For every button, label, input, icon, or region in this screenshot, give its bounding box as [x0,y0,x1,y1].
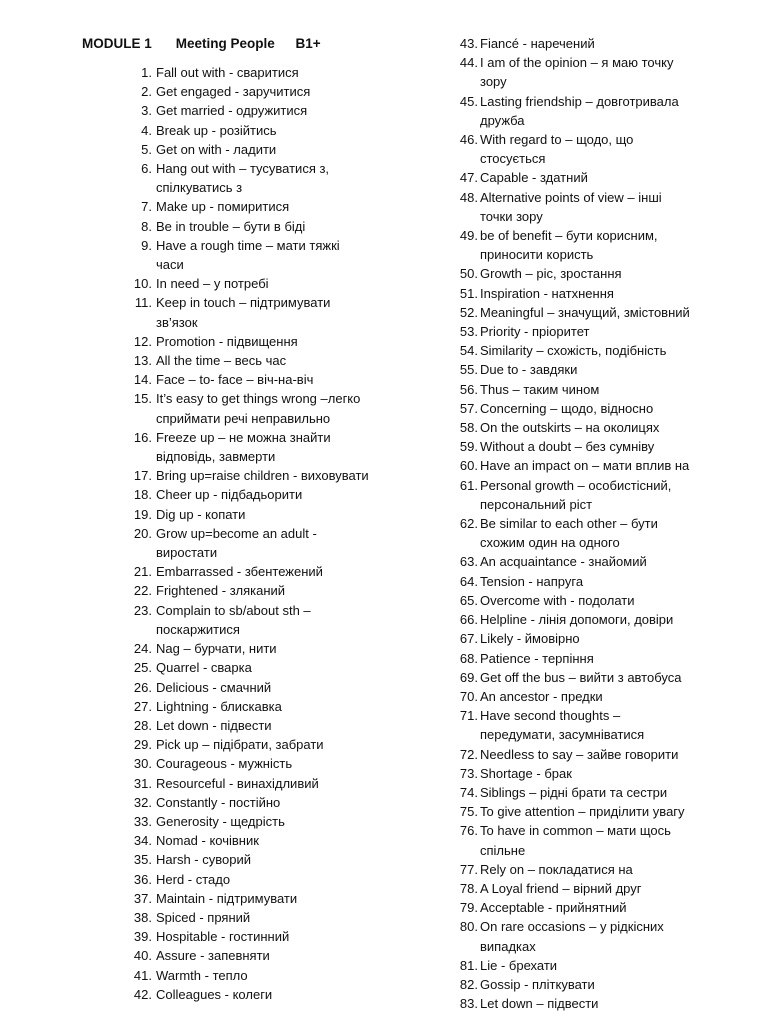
item-number: 44. [459,55,478,71]
item-number: 80. [459,919,478,935]
item-number: 38. [133,909,152,925]
item-number: 36. [133,871,152,887]
item-text-continued: точки зору [480,208,543,224]
page-header [82,36,321,51]
item-text: Thus – таким чином [480,381,600,397]
vocab-item [452,764,752,783]
vocab-item [130,601,430,639]
item-number: 37. [133,890,152,906]
item-number: 43. [459,36,478,51]
item-number: 21. [133,564,152,580]
item-text: Get on with - ладити [156,141,277,157]
vocab-item [130,140,430,159]
item-text: Frightened - зляканий [156,583,286,599]
vocab-item [452,821,752,859]
item-text: Similarity – схожість, подібність [480,343,667,359]
item-number: 55. [459,362,478,378]
vocab-item [452,917,752,955]
item-number: 16. [133,429,152,445]
item-text: Have a rough time – мати тяжкі [156,237,340,253]
item-text: Courageous - мужність [156,756,293,772]
item-text: Overcome with - подолати [480,592,635,608]
item-number: 27. [133,698,152,714]
item-text-continued: сприймати речі неправильно [156,410,331,426]
vocab-item [452,130,752,168]
item-number: 74. [459,784,478,800]
item-number: 3. [141,103,152,119]
item-text: Freeze up – не можна знайти [156,429,331,445]
item-text: Be similar to each other – бути [480,516,658,532]
vocab-item [130,850,430,869]
item-number: 59. [459,439,478,455]
item-text: Get off the bus – вийти з автобуса [480,669,682,685]
item-number: 8. [141,218,152,234]
item-number: 52. [459,304,478,320]
vocab-item [130,985,430,1004]
vocab-item [452,802,752,821]
item-number: 49. [459,228,478,244]
item-text-continued: часи [156,257,184,273]
item-text-continued: випадках [480,938,536,954]
vocab-item [452,226,752,264]
item-number: 47. [459,170,478,186]
item-text-continued: відповідь, завмерти [156,449,276,465]
vocab-item [452,380,752,399]
vocab-item [130,293,430,331]
vocab-item [452,188,752,226]
item-number: 67. [459,631,478,647]
item-text: It’s easy to get things wrong –легко [156,391,361,407]
item-number: 60. [459,458,478,474]
item-number: 64. [459,573,478,589]
item-text: To give attention – приділити увагу [480,804,685,820]
item-number: 7. [141,199,152,215]
item-number: 62. [459,516,478,532]
item-text: Have second thoughts – [480,708,621,724]
vocab-item [452,649,752,668]
item-text: Colleagues - колеги [156,986,273,1002]
item-text: Be in trouble – бути в біді [156,218,306,234]
vocab-item [452,572,752,591]
item-text: On rare occasions – у рідкісних [480,919,664,935]
item-text: Delicious - смачний [156,679,272,695]
item-text-continued: поскаржитися [156,621,240,637]
vocab-item [130,870,430,889]
item-text: Herd - стадо [156,871,231,887]
item-text-continued: схожим один на одного [480,535,620,551]
item-number: 18. [133,487,152,503]
item-text-continued: спілкуватись з [156,180,243,196]
item-text: I am of the opinion – я маю точку [480,55,674,71]
item-number: 57. [459,400,478,416]
vocab-item [452,668,752,687]
item-number: 63. [459,554,478,570]
vocab-item [130,217,430,236]
item-number: 5. [141,141,152,157]
item-text: Let down - підвести [156,717,272,733]
vocab-item [130,159,430,197]
item-text: be of benefit – бути корисним, [480,228,658,244]
vocab-item [130,966,430,985]
item-number: 24. [133,641,152,657]
vocab-item [452,898,752,917]
item-text: Resourceful - винахідливий [156,775,319,791]
module-label: MODULE 1 [82,36,152,51]
item-number: 2. [141,84,152,100]
item-number: 46. [459,132,478,148]
item-text: Tension - напруга [480,573,584,589]
item-text: Dig up - копати [156,506,246,522]
vocab-item [452,322,752,341]
vocab-item [130,927,430,946]
vocab-item [452,629,752,648]
item-text: Keep in touch – підтримувати [156,295,331,311]
item-text-continued: зв’язок [156,314,198,330]
item-text: Fiancé - наречений [480,36,595,51]
item-number: 30. [133,756,152,772]
vocab-item [130,735,430,754]
vocab-item [130,485,430,504]
vocab-item [452,341,752,360]
item-text-continued: персональний ріст [480,496,593,512]
vocab-item [130,428,430,466]
item-text: Patience - терпіння [480,650,594,666]
item-text-continued: дружба [480,112,525,128]
item-number: 34. [133,833,152,849]
item-number: 42. [133,986,152,1002]
item-number: 69. [459,669,478,685]
item-number: 10. [133,276,152,292]
item-number: 79. [459,900,478,916]
vocabulary-column-right [452,34,752,1013]
vocab-item [130,197,430,216]
item-text: Lie - брехати [480,957,558,973]
item-text: Siblings – рідні брати та сестри [480,784,668,800]
vocab-item [452,456,752,475]
item-number: 31. [133,775,152,791]
item-number: 72. [459,746,478,762]
item-text: Harsh - суворий [156,852,251,868]
vocab-item [452,591,752,610]
item-text: With regard to – щодо, що [480,132,634,148]
item-number: 20. [133,525,152,541]
item-number: 65. [459,592,478,608]
item-text: Priority - пріоритет [480,324,590,340]
vocab-item [130,658,430,677]
item-text: Without a doubt – без сумніву [480,439,655,455]
vocab-item [130,524,430,562]
topic-title: Meeting People [175,36,275,51]
vocab-item [452,92,752,130]
item-text: Shortage - брак [480,765,572,781]
item-number: 19. [133,506,152,522]
item-number: 66. [459,612,478,628]
item-number: 40. [133,948,152,964]
item-text: Gossip - пліткувати [480,976,595,992]
item-text: Growth – ріс, зростання [480,266,622,282]
vocab-item [452,284,752,303]
item-text: Inspiration - натхнення [480,285,614,301]
item-number: 61. [459,477,478,493]
item-text: Hang out with – тусуватися з, [156,161,330,177]
item-text: Assure - запевняти [156,948,270,964]
vocab-item [452,994,752,1013]
item-number: 39. [133,929,152,945]
item-text: Due to - завдяки [480,362,578,378]
vocab-item [130,101,430,120]
item-number: 48. [459,189,478,205]
item-number: 12. [133,333,152,349]
item-text: Rely on – покладатися на [480,861,633,877]
item-text: An acquaintance - знайомий [480,554,647,570]
vocabulary-column-left [130,63,430,1004]
item-text: To have in common – мати щось [480,823,671,839]
item-text: In need – у потребі [156,276,269,292]
item-number: 29. [133,737,152,753]
vocab-item [452,399,752,418]
vocab-item [130,82,430,101]
vocab-item [130,716,430,735]
item-text: All the time – весь час [156,353,287,369]
vocab-item [452,956,752,975]
item-number: 82. [459,976,478,992]
item-number: 76. [459,823,478,839]
item-number: 71. [459,708,478,724]
item-text: Have an impact on – мати вплив на [480,458,690,474]
vocab-item [452,514,752,552]
item-text: Warmth - тепло [156,967,248,983]
item-number: 33. [133,813,152,829]
level-label: B1+ [295,36,321,51]
item-text: A Loyal friend – вірний друг [480,880,642,896]
item-text: Fall out with - сваритися [156,65,299,80]
vocab-item [452,476,752,514]
item-number: 1. [141,65,152,80]
item-text: Lightning - блискавка [156,698,282,714]
item-number: 41. [133,967,152,983]
vocab-item [452,360,752,379]
vocab-item [130,812,430,831]
vocab-item [130,793,430,812]
vocab-item [130,908,430,927]
item-text: Nag – бурчати, нити [156,641,277,657]
vocab-item [452,975,752,994]
vocab-item [452,168,752,187]
item-text: Embarrassed - збентежений [156,564,323,580]
item-text: Constantly - постійно [156,794,281,810]
item-text: Spiced - пряний [156,909,251,925]
item-number: 56. [459,381,478,397]
item-number: 35. [133,852,152,868]
item-number: 6. [141,161,152,177]
item-text: Grow up=become an adult - [156,525,317,541]
item-text: Complain to sb/about sth – [156,602,311,618]
vocab-item [452,745,752,764]
item-text: Personal growth – особистісний, [480,477,672,493]
item-text: Quarrel - сварка [156,660,252,676]
item-number: 25. [133,660,152,676]
vocab-item [130,831,430,850]
item-number: 70. [459,688,478,704]
vocab-item [452,437,752,456]
item-text: Pick up – підібрати, забрати [156,737,324,753]
vocab-item [452,53,752,91]
item-number: 51. [459,285,478,301]
vocab-item [452,879,752,898]
item-text: Needless to say – зайве говорити [480,746,679,762]
item-text: An ancestor - предки [480,688,603,704]
vocab-item [130,774,430,793]
vocab-item [452,552,752,571]
vocab-item [452,783,752,802]
item-number: 81. [459,957,478,973]
item-text: Alternative points of view – інші [480,189,662,205]
item-text: On the outskirts – на околицях [480,420,660,436]
item-text: Helpline - лінія допомоги, довіри [480,612,674,628]
vocab-item [130,63,430,82]
item-number: 77. [459,861,478,877]
vocab-item [130,274,430,293]
item-text-continued: спільне [480,842,526,858]
vocab-item [130,639,430,658]
item-text: Get married - одружитися [156,103,308,119]
item-text: Hospitable - гостинний [156,929,290,945]
item-number: 22. [133,583,152,599]
vocab-item [130,505,430,524]
item-number: 58. [459,420,478,436]
item-text: Promotion - підвищення [156,333,298,349]
item-text: Get engaged - заручитися [156,84,311,100]
item-number: 26. [133,679,152,695]
item-text: Capable - здатний [480,170,588,186]
vocab-item [452,34,752,53]
item-number: 53. [459,324,478,340]
item-text: Make up - помиритися [156,199,290,215]
item-text: Let down – підвести [480,996,599,1012]
item-text: Lasting friendship – довготривала [480,93,679,109]
item-number: 15. [133,391,152,407]
item-text: Generosity - щедрість [156,813,285,829]
vocab-item [130,236,430,274]
vocab-item [130,581,430,600]
vocab-item [130,678,430,697]
item-number: 13. [133,353,152,369]
item-text: Maintain - підтримувати [156,890,298,906]
item-text: Bring up=raise children - виховувати [156,468,369,484]
item-number: 78. [459,880,478,896]
item-text: Likely - ймовірно [480,631,580,647]
vocab-item [452,687,752,706]
vocab-item [130,946,430,965]
vocab-item [130,466,430,485]
vocab-item [130,370,430,389]
item-number: 32. [133,794,152,810]
vocab-item [452,264,752,283]
vocab-item [452,706,752,744]
item-text: Nomad - кочівник [156,833,259,849]
item-text: Face – to- face – віч-на-віч [156,372,314,388]
vocab-item [130,889,430,908]
item-number: 73. [459,765,478,781]
item-number: 28. [133,717,152,733]
vocab-item [452,303,752,322]
vocab-item [130,697,430,716]
vocab-item [130,332,430,351]
vocab-item [452,610,752,629]
vocab-item [130,562,430,581]
item-text-continued: приносити користь [480,247,594,263]
item-text: Concerning – щодо, відносно [480,400,654,416]
item-number: 83. [459,996,478,1012]
vocab-item [130,754,430,773]
item-number: 75. [459,804,478,820]
item-number: 50. [459,266,478,282]
item-text-continued: стосується [480,151,546,167]
item-text: Acceptable - прийнятний [480,900,627,916]
item-number: 45. [459,93,478,109]
item-number: 68. [459,650,478,666]
item-number: 17. [133,468,152,484]
item-number: 9. [141,237,152,253]
item-text: Break up - розійтись [156,122,277,138]
vocab-item [452,418,752,437]
item-number: 54. [459,343,478,359]
item-text-continued: зору [480,74,507,90]
item-number: 4. [141,122,152,138]
item-number: 23. [133,602,152,618]
vocab-item [130,389,430,427]
vocab-item [452,860,752,879]
item-text: Meaningful – значущий, змістовний [480,304,690,320]
item-number: 14. [133,372,152,388]
item-text: Cheer up - підбадьорити [156,487,303,503]
item-text-continued: передумати, засумніватися [480,727,645,743]
item-number: 11. [134,295,152,311]
item-text-continued: виростати [156,545,218,561]
vocab-item [130,121,430,140]
vocab-item [130,351,430,370]
